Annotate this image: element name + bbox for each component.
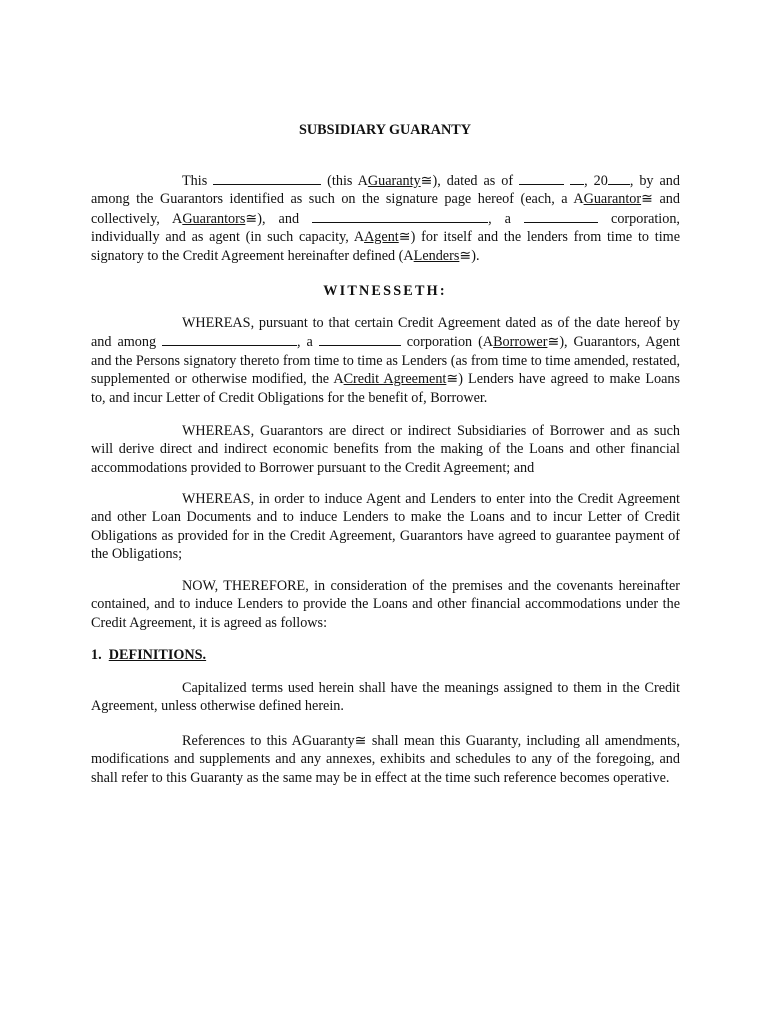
blank-line [162, 332, 297, 346]
whereas-paragraph-1 [91, 314, 680, 407]
definitions-paragraph-1: Capitalized terms used herein shall have the meanings assigned to them in the Credit Agreement, unless otherwise defined herein. [91, 680, 680, 715]
blank-line [312, 209, 488, 223]
blank-line [524, 209, 598, 223]
intro-text: , by and among the Guarantors identified as such on the signature page hereof (each, a A [91, 173, 680, 208]
whereas-text: WHEREAS, pursuant to that certain Credit Agreement dated as of the date hereof by and among [91, 315, 680, 351]
whereas-paragraph-2: WHEREAS, Guarantors are direct or indirect Subsidiaries of Borrower and as such will derive direct and indirect economic benefits from the making of the Loans and other financial accommodations provided to Borrower pursuant to the Credit Agreement; and [91, 423, 680, 476]
section-title: DEFINITIONS. [108, 647, 207, 663]
intro-text: corporation, individually and as agent (in such capacity, A [91, 210, 680, 246]
blank-line [213, 171, 321, 185]
defined-term-guarantors: Guarantors [182, 210, 246, 227]
intro-text: ≅ and collectively, A [91, 191, 680, 227]
defined-term-credit-agreement: Credit Agreement [343, 371, 447, 388]
witnesseth-heading: WITNESSETH: [323, 283, 447, 299]
intro-text: ≅), dated as of [420, 173, 520, 189]
definitions-paragraph-2: References to this AGuaranty≅ shall mean this Guaranty, including all amendments, modifications and supplements and any annexes, exhibits and schedules to any of the foregoing, and shall refer to this Guaranty as the same may be in effect at the time such reference becomes operative. [91, 733, 680, 786]
section-number: 1. [91, 647, 102, 663]
defined-term-agent: Agent [364, 229, 399, 246]
whereas-text: ≅) Lenders have agreed to make Loans to, and incur Letter of Credit Obligations for the benefit of, Borrower. [91, 371, 680, 406]
defined-term-lenders: Lenders [413, 247, 460, 264]
defined-term-borrower: Borrower [493, 334, 548, 351]
defined-term-guarantor: Guarantor [583, 191, 642, 208]
whereas-text: ≅), Guarantors, Agent and the Persons signatory thereto from time to time as Lenders (as from time to time amended, restated, supplemented or otherwise modified, the A [91, 334, 681, 388]
document-title: SUBSIDIARY GUARANTY [298, 122, 471, 138]
intro-text: ≅), and [245, 210, 313, 227]
blank-line [519, 171, 564, 185]
intro-text: (this A [321, 173, 368, 189]
section-1-heading [91, 646, 206, 664]
whereas-paragraph-3: WHEREAS, in order to induce Agent and Lenders to enter into the Credit Agreement and other Loan Documents and to induce Lenders to make the Loans and to incur Letter of Credit Obligations as provided for in the Credit Agreement, Guarantors have agreed to guarantee payment of the Obligations; [91, 491, 680, 563]
blank-line [608, 171, 630, 185]
blank-line [319, 332, 401, 346]
blank-line [570, 171, 584, 185]
intro-text: This [182, 173, 214, 189]
defined-term-guaranty: Guaranty [367, 173, 421, 189]
whereas-text: , a [297, 334, 319, 351]
whereas-text: corporation (A [400, 334, 494, 351]
now-therefore-paragraph: NOW, THEREFORE, in consideration of the premises and the covenants hereinafter contained, and to induce Lenders to provide the Loans and other financial accommodations under the Credit Agreement, it is agreed as follows: [91, 578, 680, 631]
intro-paragraph [91, 171, 680, 265]
intro-text: ≅) for itself and the lenders from time to time signatory to the Credit Agreement hereinafter defined (A [91, 229, 680, 264]
intro-text: , 20 [584, 173, 608, 189]
intro-text: , a [488, 210, 524, 227]
intro-text: ≅). [459, 247, 480, 264]
